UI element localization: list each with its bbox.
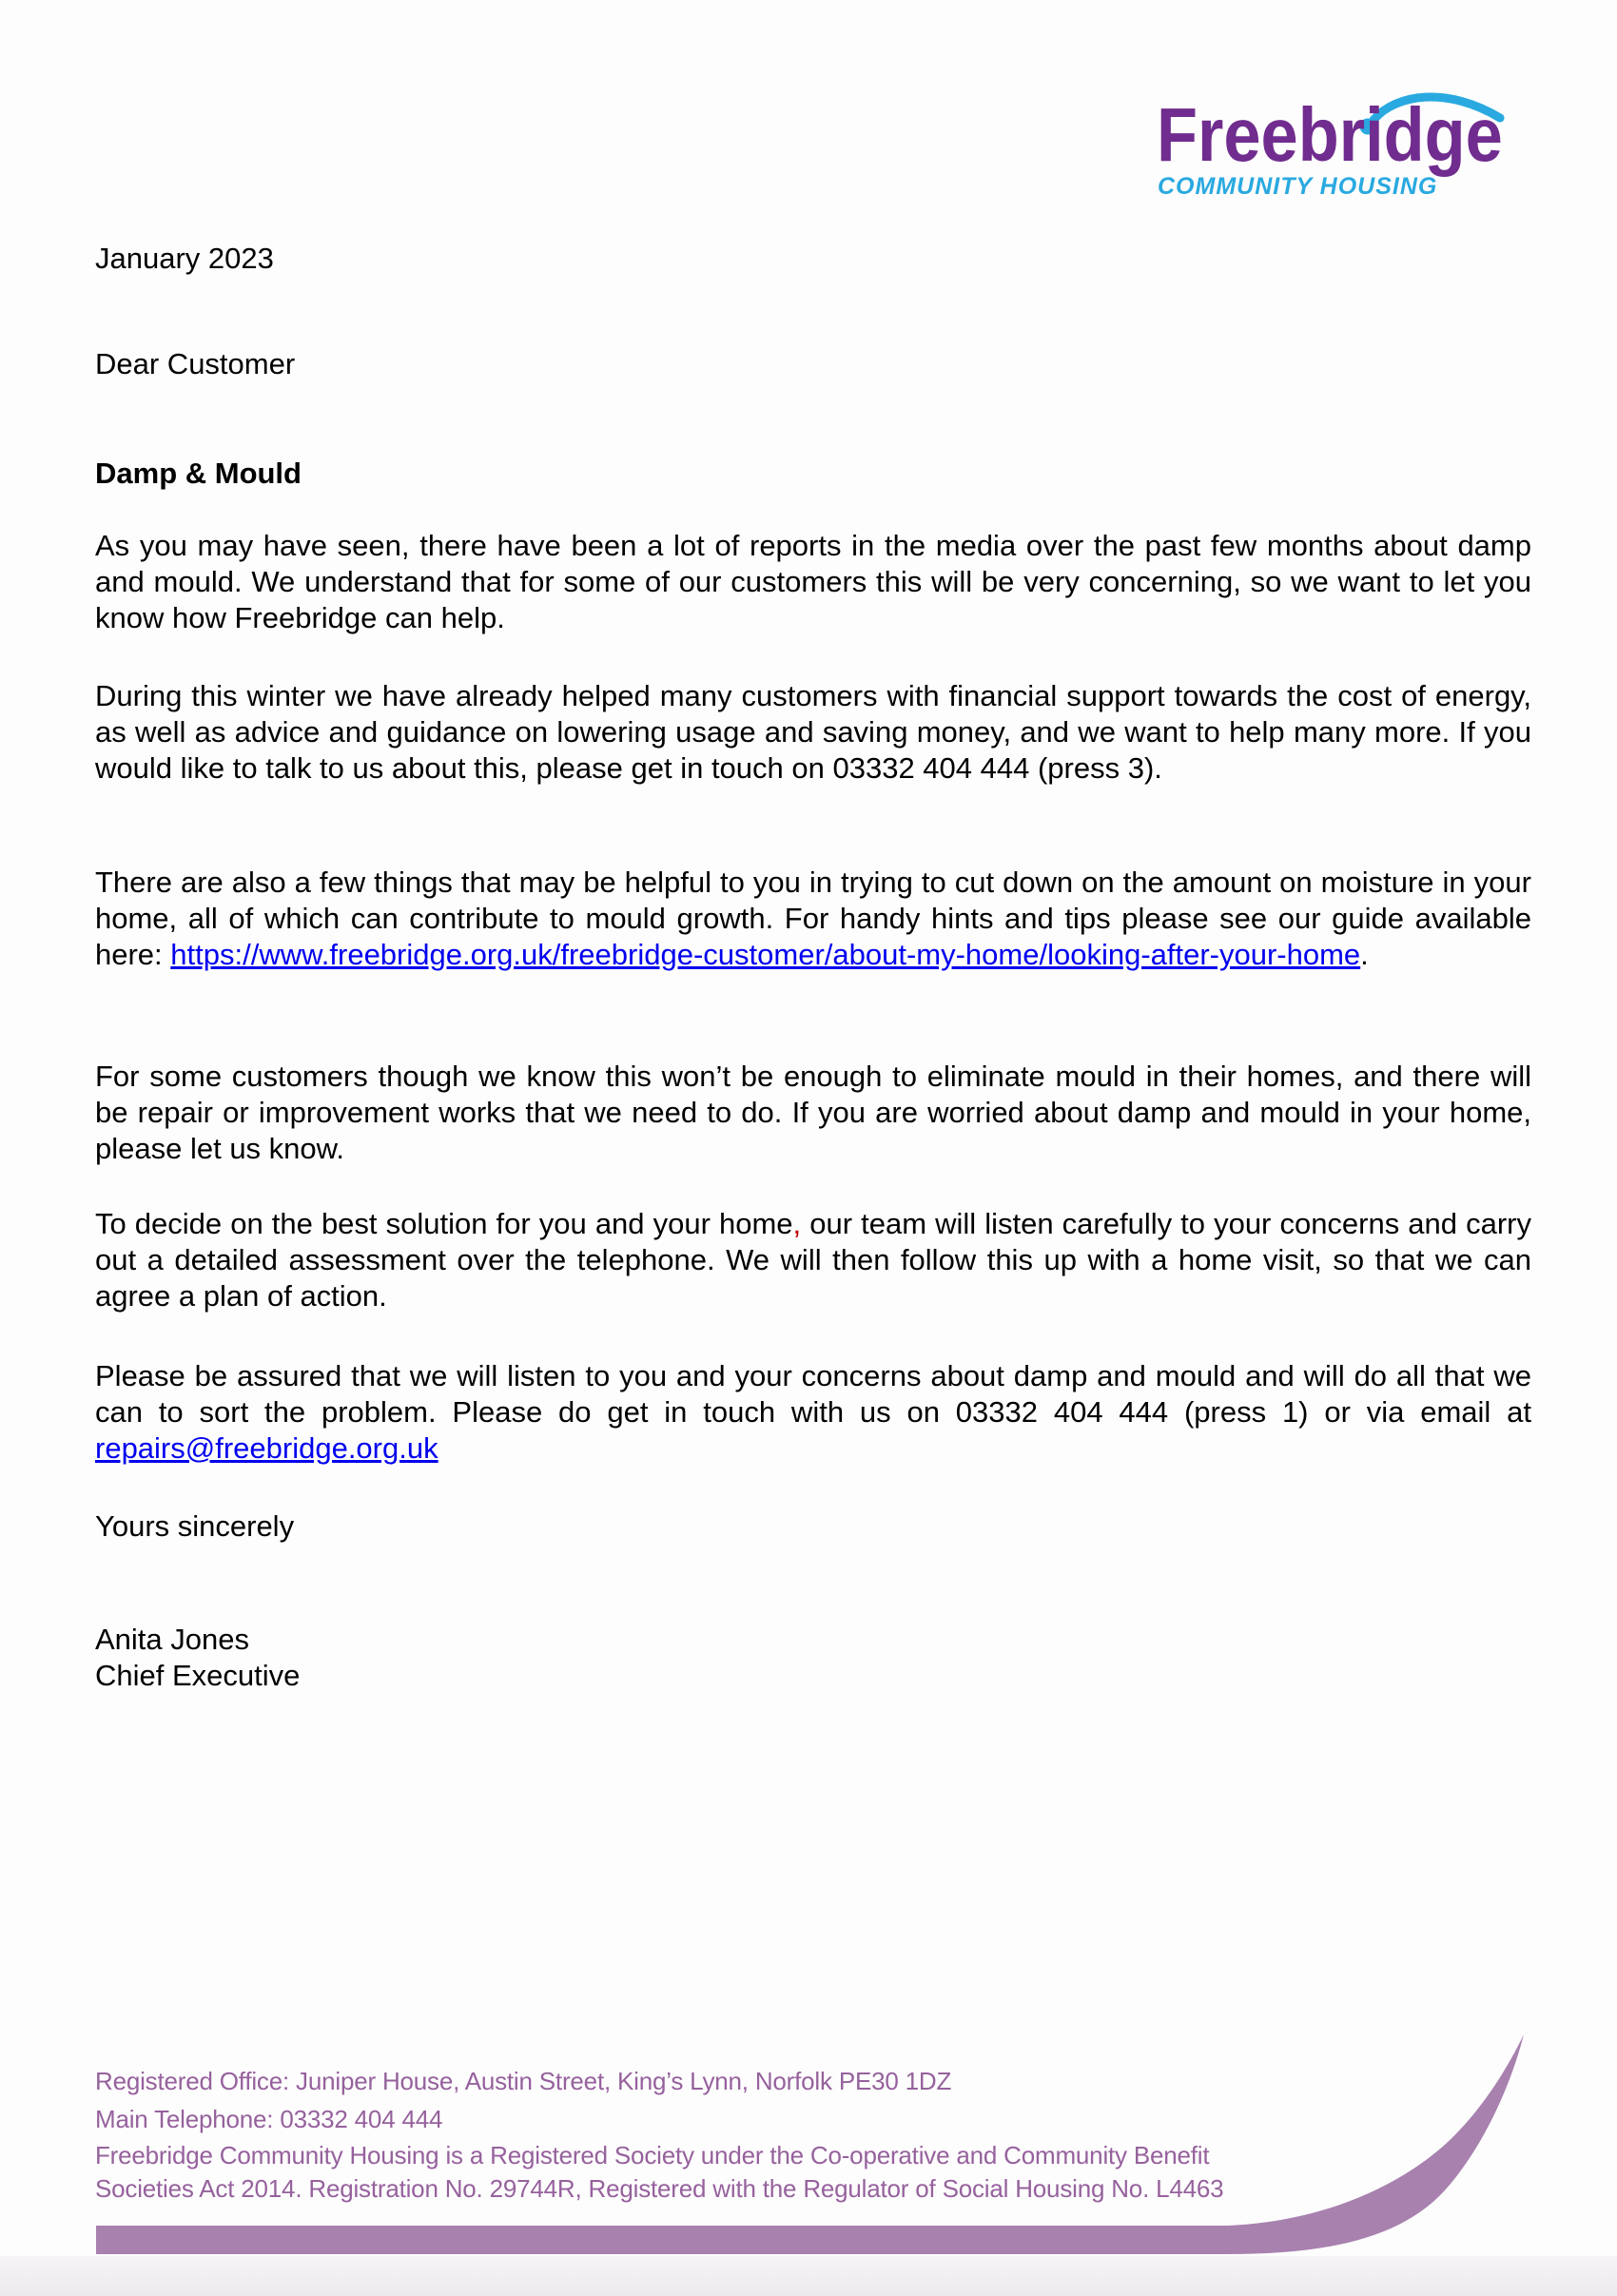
red-comma: , (792, 1207, 802, 1240)
signature-name: Anita Jones (95, 1623, 249, 1656)
paragraph-financial-support: During this winter we have already helped many customers with financial support towards the cost of energy, as well as advice and guidance on lowering usage and saving money, and we want to help many more. If you would like to talk to us about this, please get in touch on 03332 404 444 (press 3). (95, 679, 1531, 785)
paragraph-assurance-text: Please be assured that we will listen to you and your concerns about damp and mould and will do all that we can to sort the problem. Please do get in touch with us on 03332 404 444 (press 1) or via email at (95, 1359, 1531, 1429)
paragraph-assurance (95, 1358, 1531, 1467)
guide-url-link[interactable]: https://www.freebridge.org.uk/freebridge-customer/about-my-home/looking-after-your-home (170, 938, 1361, 971)
signature-title: Chief Executive (95, 1659, 301, 1692)
logo-tagline: COMMUNITY HOUSING (1158, 173, 1438, 200)
salutation: Dear Customer (95, 347, 296, 380)
footer-registration-line-2: Societies Act 2014. Registration No. 29744R, Registered with the Regulator of Social Housing No. L4463 (95, 2174, 1224, 2203)
paragraph-assessment-text-start: To decide on the best solution for you and your home (95, 1207, 793, 1240)
signature-block (95, 1622, 1531, 1694)
footer-registration-line-1: Freebridge Community Housing is a Registered Society under the Co-operative and Community Benefit (95, 2141, 1210, 2170)
letter-heading: Damp & Mould (95, 457, 302, 490)
paragraph-repairs: For some customers though we know this won’t be enough to eliminate mould in their homes, and there will be repair or improvement works that we need to do. If you are worried about damp and mould in your home, please let us know. (95, 1060, 1531, 1165)
footer-swoosh-icon (0, 2011, 1617, 2296)
letter-date: January 2023 (95, 242, 274, 275)
paragraph-media-reports: As you may have seen, there have been a lot of reports in the media over the past few months about damp and mould. We understand that for some of our customers this will be very concerning, so we want to let you know how Freebridge can help. (95, 529, 1531, 634)
closing: Yours sincerely (95, 1509, 295, 1543)
footer-registered-office: Registered Office: Juniper House, Austin Street, King’s Lynn, Norfolk PE30 1DZ (95, 2067, 952, 2095)
paragraph-assessment-text-end: our team will listen carefully to your concerns and carry out a detailed assessment over the telephone. We will then follow this up with a home visit, so that we can agree a plan of action. (95, 1207, 1531, 1313)
logo-wordmark: Freebridge (1157, 92, 1503, 177)
footer-main-telephone: Main Telephone: 03332 404 444 (95, 2105, 443, 2133)
paragraph-guide-text: There are also a few things that may be helpful to you in trying to cut down on the amount on moisture in your home, all of which can contribute to mould growth. For handy hints and tips please see our guide available here: (95, 866, 1531, 971)
repairs-email-link[interactable]: repairs@freebridge.org.uk (95, 1431, 438, 1465)
paragraph-guide-period: . (1360, 938, 1369, 971)
paragraph-guide (95, 865, 1531, 973)
paragraph-assessment (95, 1206, 1531, 1314)
